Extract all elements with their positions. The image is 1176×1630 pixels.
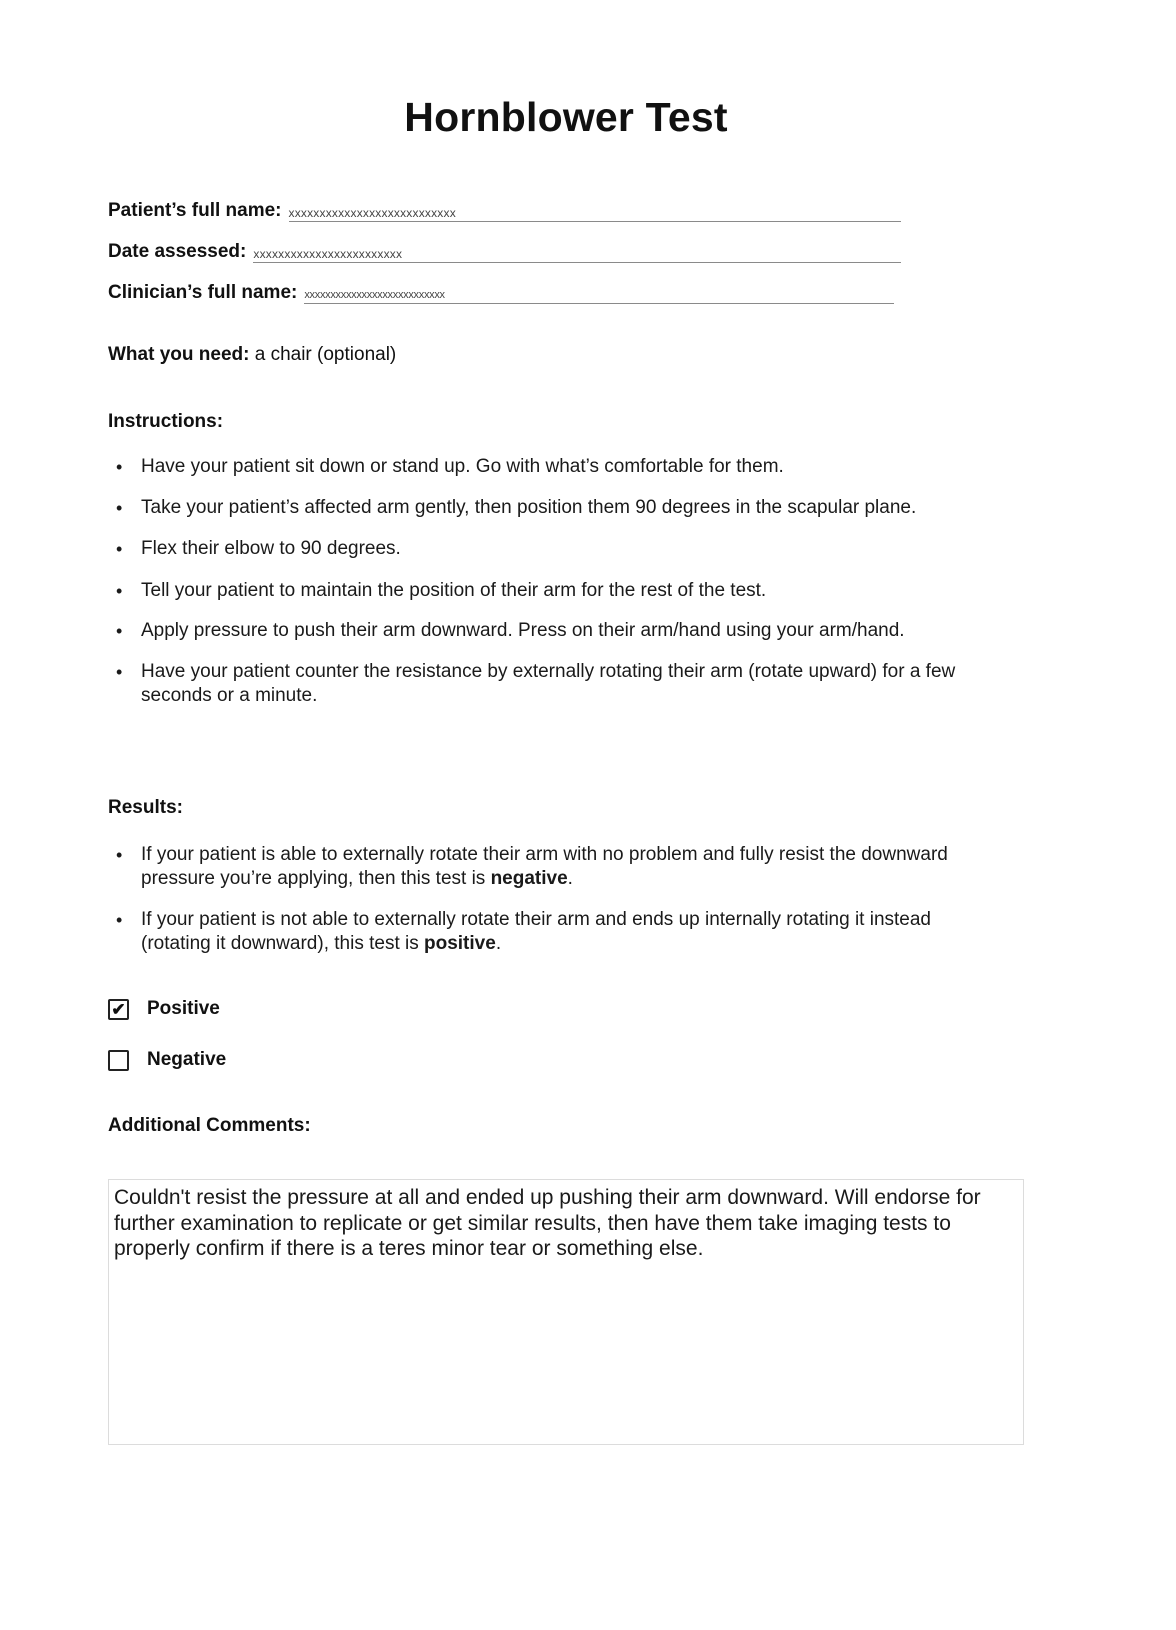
negative-label: Negative [147,1049,227,1070]
instruction-item: • Take your patient’s affected arm gently, then position them 90 degrees in the scapular plane. [108,496,981,520]
patient-name-field [108,196,901,222]
what-you-need [108,344,396,366]
results-heading: Results: [108,797,183,818]
instruction-item: • Apply pressure to push their arm downward. Press on their arm/hand using your arm/hand. [108,619,1008,643]
clinician-name-input[interactable] [304,280,894,304]
instructions-heading: Instructions: [108,411,224,432]
result-item-negative [108,843,981,891]
positive-option[interactable] [108,998,220,1020]
positive-label: Positive [147,998,220,1019]
result-text-end: . [495,933,502,954]
patient-name-value: xxxxxxxxxxxxxxxxxxxxxxxxxxx [288,206,456,220]
results-list [108,843,1008,956]
instruction-item: • Tell your patient to maintain the position of their arm for the rest of the test. [108,579,1008,603]
date-assessed-input[interactable] [253,239,901,263]
instruction-item: • Have your patient counter the resistance by externally rotating their arm (rotate upward) for a few seconds or a minute. [108,660,1001,708]
positive-checkbox[interactable]: ✔ [108,999,129,1020]
result-text: If your patient is not able to externally rotate their arm and ends up internally rotating it instead (rotating it downward), this test is [141,909,932,954]
patient-name-label: Patient’s full name: [108,200,282,221]
patient-name-input[interactable] [289,198,901,222]
instruction-item: • Have your patient sit down or stand up. Go with what’s comfortable for them. [108,455,1008,479]
clinician-name-label: Clinician’s full name: [108,282,298,303]
result-keyword: negative [490,868,568,889]
comments-heading: Additional Comments: [108,1115,311,1136]
what-you-need-value: a chair (optional) [249,344,397,365]
clinician-name-field [108,278,894,304]
result-text: If your patient is able to externally rotate their arm with no problem and fully resist the downward pressure you’re applying, then this test is [141,844,948,889]
date-assessed-label: Date assessed: [108,241,247,262]
result-keyword: positive [424,933,496,954]
instructions-list [108,455,1008,708]
result-item-positive [108,908,986,956]
instruction-item: • Flex their elbow to 90 degrees. [108,537,1008,561]
comments-textarea[interactable] [108,1179,1024,1445]
date-assessed-field [108,237,901,263]
document-title: Hornblower Test [404,94,728,140]
comments-text: Couldn't resist the pressure at all and ended up pushing their arm downward. Will endorse for further examination to replicate or get similar results, then have them take imaging tests to properly confirm if there is a teres minor tear or something else. [114,1186,981,1260]
clinician-name-value: xxxxxxxxxxxxxxxxxxxxxxxxxxx [304,289,445,301]
negative-checkbox[interactable] [108,1050,129,1071]
what-you-need-label: What you need: [108,344,250,365]
date-assessed-value: xxxxxxxxxxxxxxxxxxxxxxxx [253,247,403,261]
negative-option[interactable] [108,1049,226,1071]
result-text-end: . [567,868,573,889]
